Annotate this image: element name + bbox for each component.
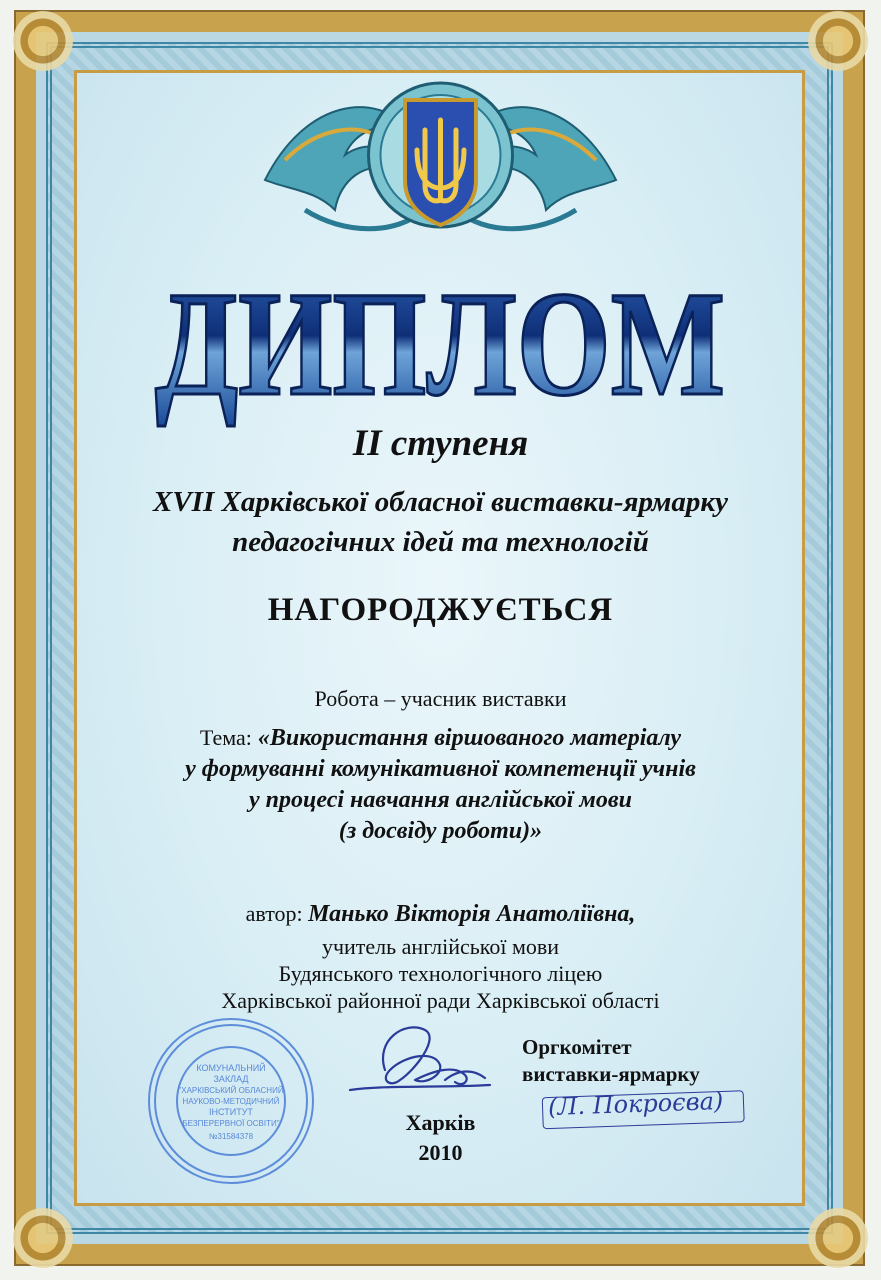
theme-label: Тема: — [199, 725, 252, 750]
organizer-signature-name: (Л. Покроєва) — [547, 1086, 724, 1122]
author-label: автор: — [245, 901, 303, 926]
crest-ornament — [245, 60, 636, 250]
ukraine-coat-of-arms-icon — [405, 100, 476, 225]
stamp-text: "ХАРКІВСЬКИЙ ОБЛАСНИЙ — [178, 1086, 284, 1095]
degree-line: ІІ ступеня — [352, 423, 529, 464]
year: 2010 — [418, 1140, 463, 1165]
diploma-title-graphic — [152, 261, 729, 427]
event-line-1: XVII Харківської обласної виставки-ярмарку — [152, 486, 728, 518]
signature — [345, 1010, 495, 1105]
stamp-code: №31584378 — [208, 1132, 254, 1141]
awarded-heading: НАГОРОДЖУЄТЬСЯ — [267, 592, 614, 628]
corner-ornament — [803, 6, 873, 76]
author-school: Будянського технологічного ліцею — [278, 961, 603, 986]
diploma-title: ДИПЛОМ — [155, 261, 725, 427]
theme-title-start: «Використання віршованого матеріалу — [257, 725, 682, 751]
event-line-2: педагогічних ідей та технологій — [232, 526, 649, 558]
stamp-text: БЕЗПЕРЕРВНОЇ ОСВІТИ" — [182, 1119, 280, 1128]
city: Харків — [405, 1110, 476, 1135]
author-name: Манько Вікторія Анатоліївна, — [308, 901, 636, 927]
organizer-line-2: виставки-ярмарку — [522, 1062, 700, 1086]
theme-line-4: (з досвіду роботи)» — [338, 818, 543, 844]
corner-ornament — [8, 1203, 78, 1273]
author-position: учитель англійської мови — [321, 934, 560, 959]
author-council: Харківської районної ради Харківської області — [221, 988, 660, 1013]
organizer-line-1: Оргкомітет — [522, 1035, 632, 1059]
corner-ornament — [803, 1203, 873, 1273]
author-line — [0, 901, 881, 928]
corner-ornament — [8, 6, 78, 76]
theme-line-3: у процесі навчання англійської мови — [249, 787, 632, 813]
theme-line-1 — [0, 725, 881, 752]
stamp-text: ЗАКЛАД — [213, 1074, 249, 1084]
stamp-text: НАУКОВО-МЕТОДИЧНИЙ — [182, 1097, 280, 1106]
stamp-text: ІНСТИТУТ — [209, 1107, 253, 1117]
theme-line-2: у формуванні комунікативної компетенції учнів — [185, 756, 696, 782]
stamp-text: КОМУНАЛЬНИЙ — [196, 1063, 266, 1073]
work-type: Робота – учасник виставки — [314, 686, 567, 711]
